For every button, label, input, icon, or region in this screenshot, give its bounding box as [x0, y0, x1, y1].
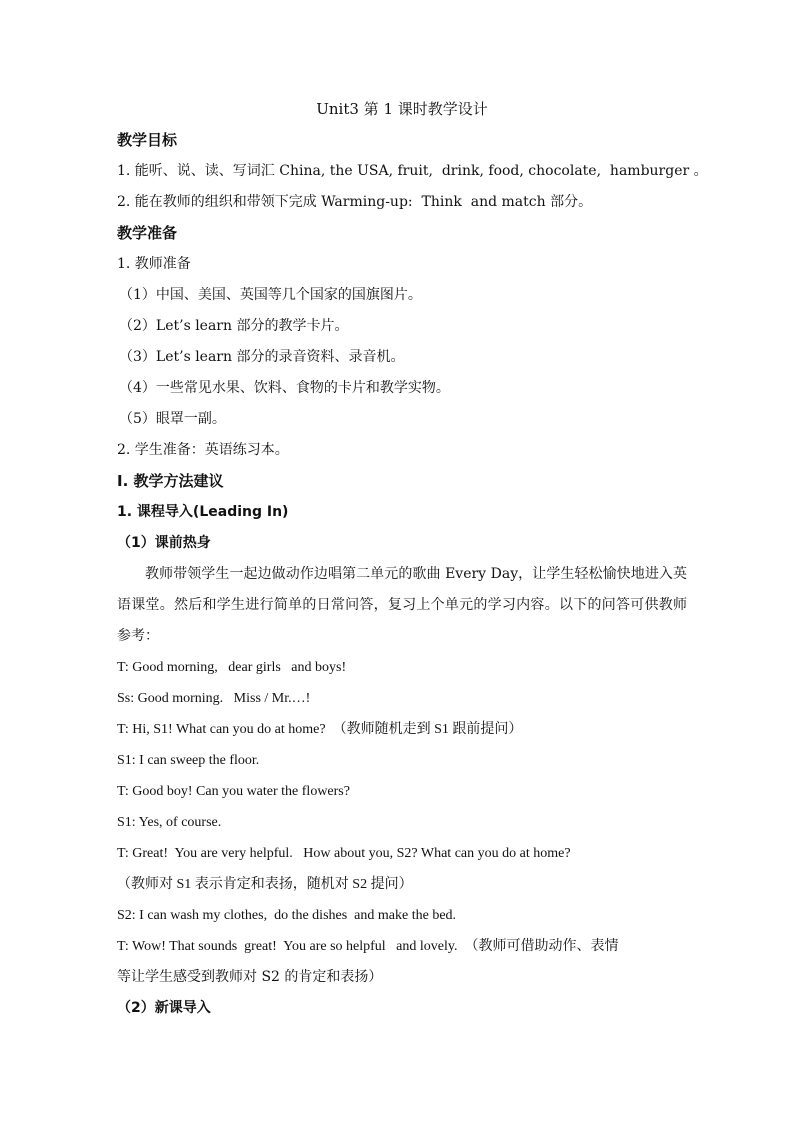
objective-item-2: 2. 能在教师的组织和带领下完成 Warming-up: Think and match 部分。: [117, 194, 593, 210]
dialogue-line-1: T: Good morning, dear girls and boys!: [117, 660, 347, 675]
document-page: [117, 94, 708, 1024]
dialogue-line-end: 等让学生感受到教师对 S2 的肯定和表扬）: [117, 969, 383, 985]
dialogue-line-9: S2: I can wash my clothes, do the dishes and make the bed.: [117, 908, 457, 923]
warmup-heading: （1）课前热身: [117, 535, 211, 551]
teacher-prep-item-4: （4）一些常见水果、饮料、食物的卡片和教学实物。: [119, 380, 450, 396]
dialogue-line-7: T: Great! You are very helpful. How about you, S2? What can you do at home?: [117, 846, 571, 861]
preparation-heading: 教学准备: [117, 224, 178, 242]
dialogue-line-10: T: Wow! That sounds great! You are so helpful and lovely. （教师可借助动作、表情: [117, 939, 619, 954]
objectives-heading: 教学目标: [117, 131, 178, 149]
teacher-prep-item-2: （2）Let’s learn 部分的教学卡片。: [119, 318, 349, 334]
methods-heading: Ⅰ. 教学方法建议: [117, 472, 224, 490]
dialogue-line-4: S1: I can sweep the floor.: [117, 753, 260, 768]
document-title: Unit3 第 1 课时教学设计: [316, 100, 488, 118]
dialogue-line-3: T: Hi, S1! What can you do at home? （教师随机走到 S1 跟前提问）: [117, 722, 523, 737]
student-preparation: 2. 学生准备：英语练习本。: [117, 442, 289, 458]
warmup-paragraph: 教师带领学生一起边做动作边唱第二单元的歌曲 Every Day，让学生轻松愉快地进入英语课堂。然后和学生进行简单的日常问答，复习上个单元的学习内容。以下的问答可供教师参考：: [117, 566, 687, 644]
teacher-preparation-label: 1. 教师准备: [117, 256, 191, 272]
dialogue-line-8: （教师对 S1 表示肯定和表扬，随机对 S2 提问）: [117, 877, 413, 892]
dialogue-line-5: T: Good boy! Can you water the flowers?: [117, 784, 350, 799]
new-lesson-heading: （2）新课导入: [117, 1000, 211, 1016]
leading-in-heading: 1. 课程导入(Leading In): [117, 504, 289, 520]
objective-item-1: 1. 能听、说、读、写词汇 China, the USA, fruit, drink, food, chocolate, hamburger 。: [117, 163, 708, 179]
dialogue-line-6: S1: Yes, of course.: [117, 815, 222, 830]
dialogue-line-2: Ss: Good morning. Miss / Mr.…!: [117, 691, 311, 706]
teacher-prep-item-3: （3）Let’s learn 部分的录音资料、录音机。: [119, 349, 405, 365]
teacher-prep-item-5: （5）眼罩一副。: [119, 411, 226, 427]
teacher-prep-item-1: （1）中国、美国、英国等几个国家的国旗图片。: [119, 287, 422, 303]
